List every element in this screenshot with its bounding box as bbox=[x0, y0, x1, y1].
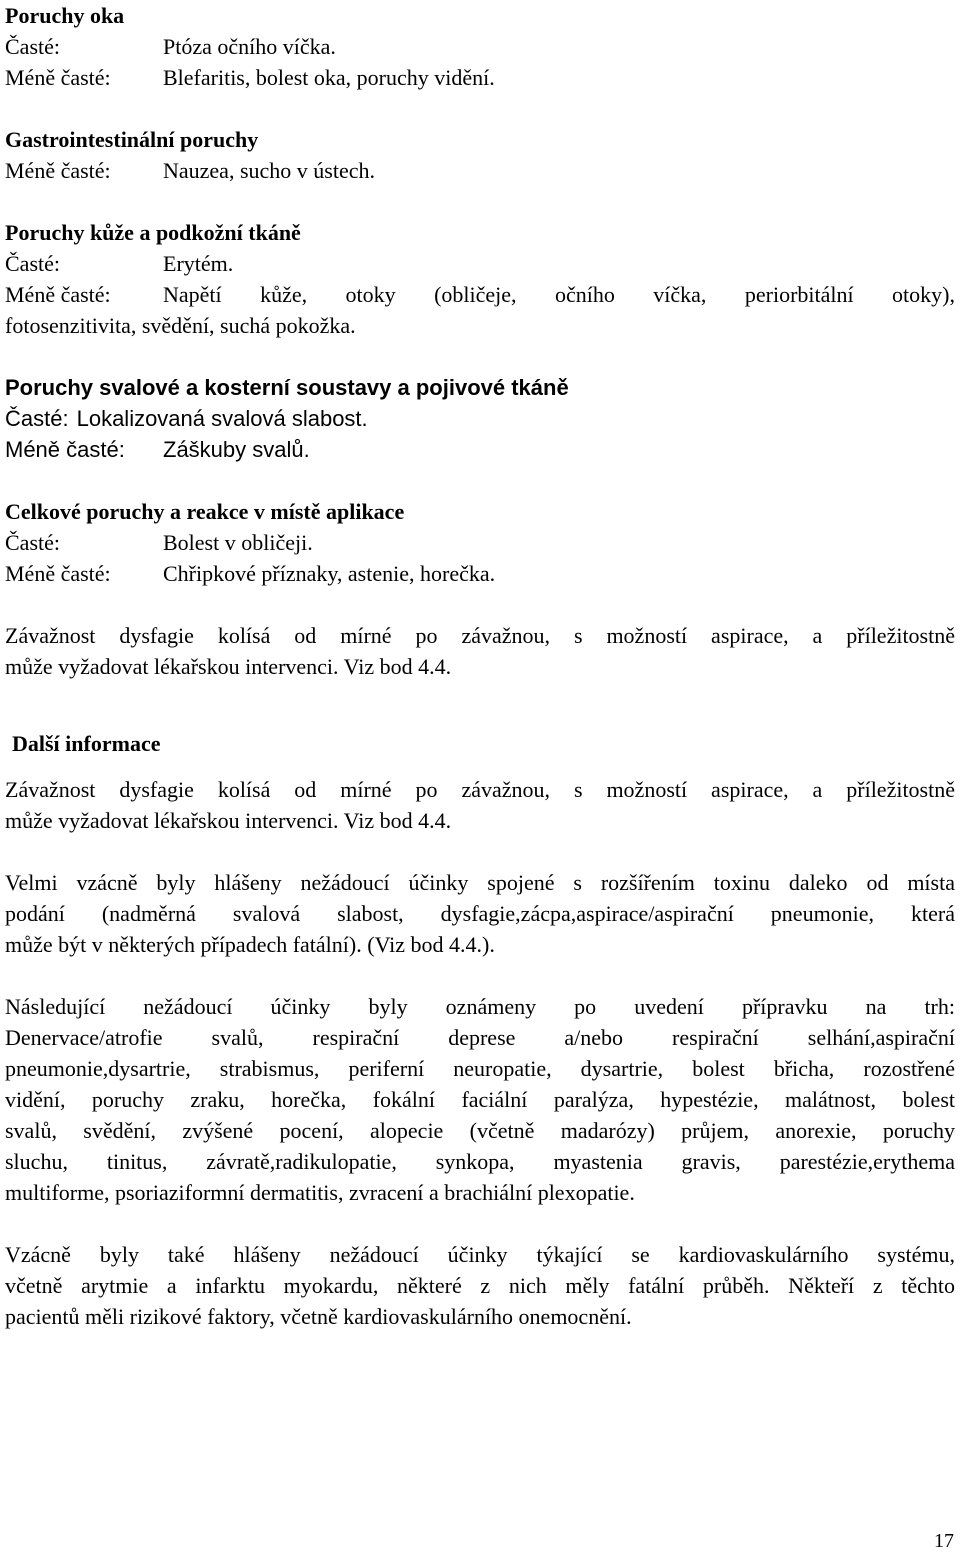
section-heading-eye: Poruchy oka bbox=[5, 3, 125, 28]
document-page bbox=[5, 0, 955, 1332]
frequency-text: Bolest v obličeji. bbox=[163, 530, 313, 555]
frequency-row bbox=[5, 155, 955, 186]
frequency-row bbox=[5, 279, 955, 310]
paragraph-line: Vzácně byly také hlášeny nežádoucí účinky týkající se kardiovaskulárního systému, bbox=[5, 1242, 955, 1267]
section-heading-skin: Poruchy kůže a podkožní tkáně bbox=[5, 220, 301, 245]
section-heading-musculoskeletal: Poruchy svalové a kosterní soustavy a pojivové tkáně bbox=[5, 375, 569, 400]
dysphagia-paragraph bbox=[5, 620, 955, 682]
paragraph-line: může být v některých případech fatální). (Viz bod 4.4.). bbox=[5, 932, 495, 957]
paragraph-line: včetně arytmie a infarktu myokardu, některé z nich měly fatální průběh. Někteří z těchto bbox=[5, 1273, 955, 1298]
paragraph-line: může vyžadovat lékařskou intervenci. Viz bod 4.4. bbox=[5, 654, 452, 679]
paragraph-line: multiforme, psoriaziformní dermatitis, zvracení a brachiální plexopatie. bbox=[5, 1180, 635, 1205]
frequency-text: Napětí kůže, otoky (obličeje, očního víčka, periorbitální otoky), bbox=[163, 282, 955, 307]
paragraph-line: může vyžadovat lékařskou intervenci. Viz bod 4.4. bbox=[5, 808, 452, 833]
frequency-row bbox=[5, 31, 955, 62]
frequency-text: Chřipkové příznaky, astenie, horečka. bbox=[163, 561, 496, 586]
frequency-row bbox=[5, 403, 955, 434]
section-heading-gi: Gastrointestinální poruchy bbox=[5, 127, 259, 152]
frequency-row bbox=[5, 248, 955, 279]
frequency-label: Časté: bbox=[5, 251, 60, 276]
frequency-text: Blefaritis, bolest oka, poruchy vidění. bbox=[163, 65, 495, 90]
frequency-label: Méně časté: bbox=[5, 282, 111, 307]
frequency-row bbox=[5, 62, 955, 93]
paragraph-line: pacientů měli rizikové faktory, včetně kardiovaskulárního onemocnění. bbox=[5, 1304, 632, 1329]
page-number: 17 bbox=[934, 1530, 954, 1552]
frequency-row bbox=[5, 527, 955, 558]
frequency-label: Časté: bbox=[5, 406, 69, 431]
further-paragraph-postmarketing bbox=[5, 991, 955, 1208]
paragraph-line: Denervace/atrofie svalů, respirační deprese a/nebo respirační selhání,aspirační bbox=[5, 1025, 955, 1050]
frequency-label: Méně časté: bbox=[5, 65, 111, 90]
frequency-text: Ptóza očního víčka. bbox=[163, 34, 336, 59]
frequency-label: Časté: bbox=[5, 34, 60, 59]
further-paragraph-dysphagia bbox=[5, 774, 955, 836]
paragraph-line: svalů, svědění, zvýšené pocení, alopecie (včetně madarózy) průjem, anorexie, poruchy bbox=[5, 1118, 955, 1143]
paragraph-line: Velmi vzácně byly hlášeny nežádoucí účinky spojené s rozšířením toxinu daleko od místa bbox=[5, 870, 955, 895]
paragraph-line: Následující nežádoucí účinky byly oznámeny po uvedení přípravku na trh: bbox=[5, 994, 955, 1019]
paragraph-line: Závažnost dysfagie kolísá od mírné po závažnou, s možností aspirace, a příležitostně bbox=[5, 623, 955, 648]
paragraph-line: vidění, poruchy zraku, horečka, fokální faciální paralýza, hypestézie, malátnost, bolest bbox=[5, 1087, 955, 1112]
paragraph-line: pneumonie,dysartrie, strabismus, periferní neuropatie, dysartrie, bolest břicha, rozostřené bbox=[5, 1056, 955, 1081]
frequency-text: Lokalizovaná svalová slabost. bbox=[76, 406, 368, 431]
frequency-row bbox=[5, 434, 955, 465]
further-paragraph-cardiovascular bbox=[5, 1239, 955, 1332]
frequency-label: Časté: bbox=[5, 530, 60, 555]
frequency-text: Nauzea, sucho v ústech. bbox=[163, 158, 375, 183]
further-information-heading: Další informace bbox=[12, 731, 161, 756]
frequency-row bbox=[5, 558, 955, 589]
frequency-label: Méně časté: bbox=[5, 437, 125, 462]
frequency-text: Erytém. bbox=[163, 251, 234, 276]
frequency-text-continued: fotosenzitivita, svědění, suchá pokožka. bbox=[5, 313, 356, 338]
frequency-text: Záškuby svalů. bbox=[163, 437, 310, 462]
section-heading-general: Celkové poruchy a reakce v místě aplikace bbox=[5, 499, 405, 524]
further-paragraph-toxin-spread bbox=[5, 867, 955, 960]
frequency-label: Méně časté: bbox=[5, 158, 111, 183]
paragraph-line: Závažnost dysfagie kolísá od mírné po závažnou, s možností aspirace, a příležitostně bbox=[5, 777, 955, 802]
frequency-label: Méně časté: bbox=[5, 561, 111, 586]
paragraph-line: sluchu, tinitus, závratě,radikulopatie, synkopa, myastenia gravis, parestézie,erythema bbox=[5, 1149, 955, 1174]
paragraph-line: podání (nadměrná svalová slabost, dysfagie,zácpa,aspirace/aspirační pneumonie, která bbox=[5, 901, 955, 926]
